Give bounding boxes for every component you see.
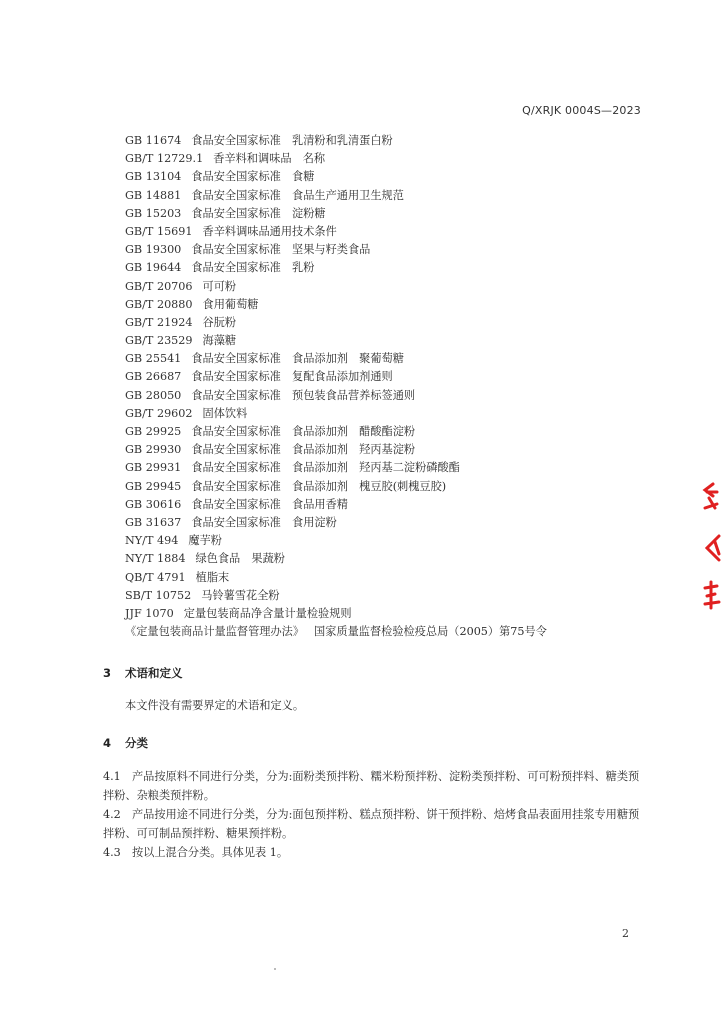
section-4-3-paragraph: 4.3 按以上混合分类。具体见表 1。 xyxy=(103,846,289,859)
reference-item: GB 14881 食品安全国家标准 食品生产通用卫生规范 xyxy=(125,188,404,202)
reference-item: GB 31637 食品安全国家标准 食用淀粉 xyxy=(125,515,337,529)
reference-item: GB/T 29602 固体饮料 xyxy=(125,406,248,420)
reference-item: GB 30616 食品安全国家标准 食品用香精 xyxy=(125,497,348,511)
document-code: Q/XRJK 0004S—2023 xyxy=(522,104,641,117)
reference-item: GB 15203 食品安全国家标准 淀粉糖 xyxy=(125,206,326,220)
reference-item: GB 11674 食品安全国家标准 乳清粉和乳清蛋白粉 xyxy=(125,134,393,147)
reference-item: GB 29925 食品安全国家标准 食品添加剂 醋酸酯淀粉 xyxy=(125,425,416,438)
section-4-heading: 4 分类 xyxy=(103,736,148,750)
reference-item: GB 29931 食品安全国家标准 食品添加剂 羟丙基二淀粉磷酸酯 xyxy=(125,461,460,475)
reference-item: NY/T 1884 绿色食品 果蔬粉 xyxy=(125,552,285,566)
reference-item: GB/T 21924 谷朊粉 xyxy=(125,315,237,329)
reference-item: GB 29945 食品安全国家标准 食品添加剂 槐豆胶(刺槐豆胶) xyxy=(125,479,447,493)
reference-item: JJF 1070 定量包装商品净含量计量检验规则 xyxy=(125,606,352,620)
reference-item: GB 28050 食品安全国家标准 预包装食品营养标签通则 xyxy=(125,388,416,402)
reference-item: GB 13104 食品安全国家标准 食糖 xyxy=(125,170,315,184)
page-number: 2 xyxy=(622,927,629,940)
reference-item: GB/T 15691 香辛料调味品通用技术条件 xyxy=(125,224,337,238)
reference-item: GB/T 23529 海藻糖 xyxy=(125,334,237,348)
reference-item: NY/T 494 魔芋粉 xyxy=(125,534,222,548)
reference-item: GB/T 20706 可可粉 xyxy=(125,279,237,293)
reference-item: SB/T 10752 马铃薯雪花全粉 xyxy=(125,588,280,602)
reference-item: 《定量包装商品计量监督管理办法》 国家质量监督检验检疫总局（2005）第75号令 xyxy=(125,625,547,639)
reference-item: GB/T 12729.1 香辛料和调味品 名称 xyxy=(125,152,326,166)
red-seal-stamp-icon xyxy=(693,478,721,628)
reference-item: GB 25541 食品安全国家标准 食品添加剂 聚葡萄糖 xyxy=(125,352,404,366)
reference-item: GB 26687 食品安全国家标准 复配食品添加剂通则 xyxy=(125,370,393,384)
reference-item: GB 19300 食品安全国家标准 坚果与籽类食品 xyxy=(125,243,371,257)
section-4-2-paragraph: 4.2 产品按用途不同进行分类，分为:面包预拌粉、糕点预拌粉、饼干预拌粉、焙烤食品表面用挂浆专用糖预拌粉、可可制品预拌粉、糖果预拌粉。 xyxy=(103,808,640,840)
scan-speck xyxy=(274,968,276,970)
normative-references-list xyxy=(125,132,685,641)
reference-item: GB/T 20880 食用葡萄糖 xyxy=(125,297,259,311)
section-3-body: 本文件没有需要界定的术语和定义。 xyxy=(125,699,305,712)
section-4-1-paragraph: 4.1 产品按原料不同进行分类，分为:面粉类预拌粉、糯米粉预拌粉、淀粉类预拌粉、可可粉预拌料、糖类预拌粉、杂粮类预拌粉。 xyxy=(103,770,640,802)
section-3-heading: 3 术语和定义 xyxy=(103,666,183,680)
reference-item: GB 19644 食品安全国家标准 乳粉 xyxy=(125,261,315,275)
reference-item: QB/T 4791 植脂末 xyxy=(125,570,230,584)
reference-item: GB 29930 食品安全国家标准 食品添加剂 羟丙基淀粉 xyxy=(125,443,416,457)
